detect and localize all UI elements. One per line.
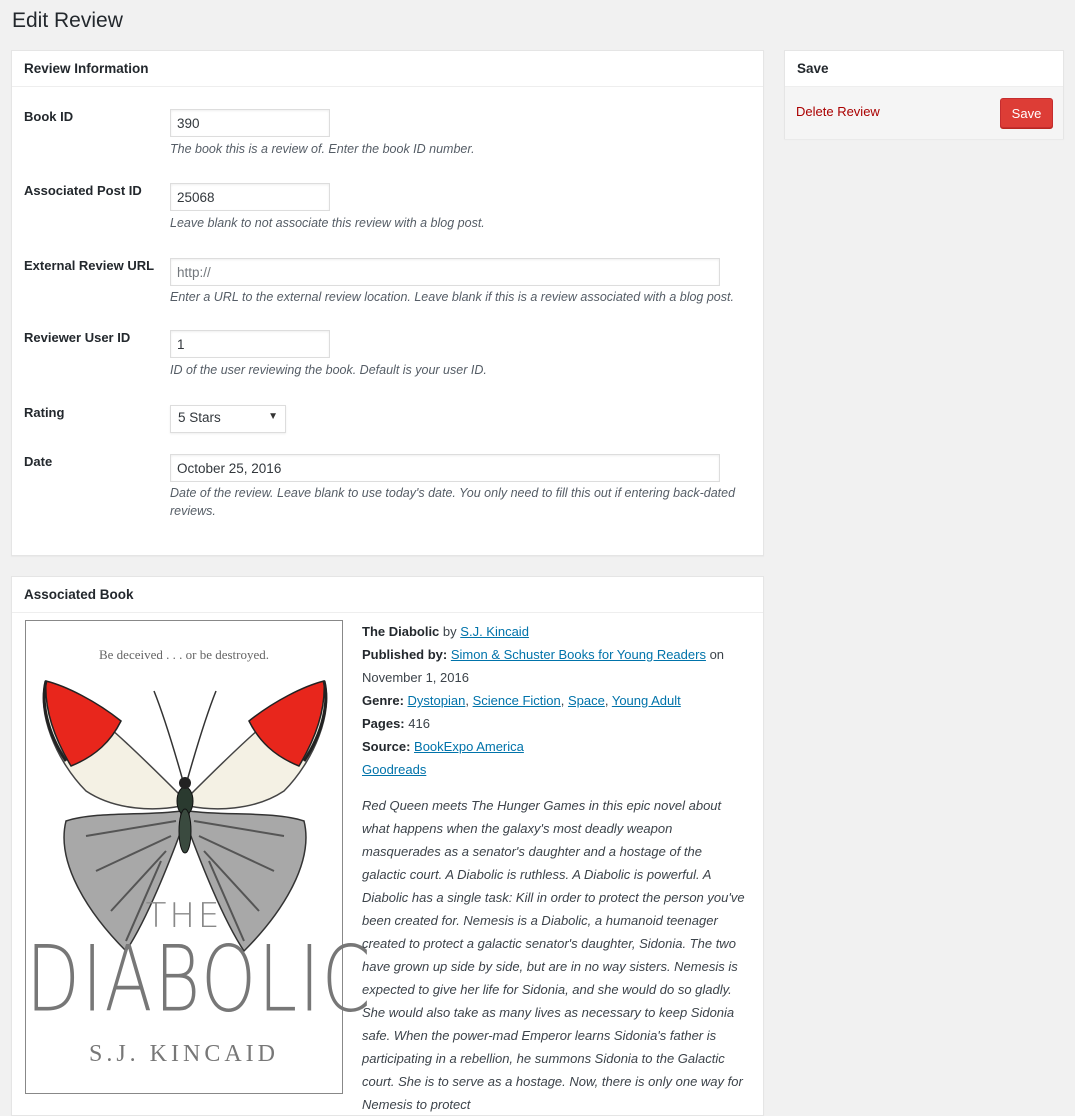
post-id-input[interactable] (170, 183, 330, 211)
delete-review-link[interactable]: Delete Review (796, 104, 880, 119)
date-description: Date of the review. Leave blank to use today's date. You only need to fill this out if entering back-dated reviews. (170, 486, 736, 518)
external-url-input[interactable] (170, 258, 720, 286)
source-link[interactable]: BookExpo America (414, 739, 524, 754)
page-title: Edit Review (12, 9, 123, 32)
book-id-label: Book ID (24, 109, 74, 124)
genre-link-science-fiction[interactable]: Science Fiction (472, 693, 561, 708)
book-title-line (362, 620, 747, 643)
save-actions (785, 87, 1063, 139)
rating-label: Rating (24, 405, 65, 420)
source-line (362, 735, 747, 758)
book-id-input[interactable] (170, 109, 330, 137)
published-date: November 1, 2016 (362, 670, 469, 685)
associated-book-panel (11, 576, 764, 1116)
genre-label: Genre: (362, 693, 404, 708)
author-link[interactable]: S.J. Kincaid (460, 624, 529, 639)
dropdown-arrow-icon: ▼ (268, 411, 278, 422)
cover-title-main: DIABOLIC (26, 926, 373, 1033)
book-by: by (442, 624, 457, 639)
save-heading: Save (785, 51, 1063, 87)
genre-line: Genre: Dystopian, Science Fiction, Space, Young Adult (362, 693, 681, 708)
goodreads-link[interactable]: Goodreads (362, 762, 427, 777)
associated-book-heading: Associated Book (12, 577, 763, 613)
publisher-link[interactable]: Simon & Schuster Books for Young Readers (450, 647, 706, 662)
date-label: Date (24, 454, 53, 469)
cover-tagline: Be deceived . . . or be destroyed. (98, 647, 270, 662)
cover-title-the: THE (145, 896, 223, 936)
published-label: Published by: (362, 647, 448, 662)
reviewer-id-label: Reviewer User ID (24, 330, 131, 345)
published-on: on (709, 647, 725, 662)
save-button[interactable]: Save (1000, 98, 1053, 128)
pages-value: 416 (408, 716, 430, 731)
review-information-panel (11, 50, 764, 556)
book-details (362, 620, 747, 781)
reviewer-id-input[interactable] (170, 330, 330, 358)
genre-link-space[interactable]: Space (567, 693, 605, 708)
external-url-description: Enter a URL to the external review location. Leave blank if this is a review associated with a blog post. (170, 290, 734, 304)
book-cover-image (25, 620, 373, 1094)
post-id-label: Associated Post ID (24, 183, 142, 198)
rating-select[interactable] (170, 405, 286, 433)
publisher-line (362, 643, 747, 689)
external-url-label: External Review URL (24, 258, 155, 273)
book-title: The Diabolic (362, 624, 440, 639)
genre-link-young-adult[interactable]: Young Adult (611, 693, 681, 708)
pages-line (362, 712, 747, 735)
rating-selected-value: 5 Stars (178, 410, 221, 425)
post-id-description: Leave blank to not associate this review with a blog post. (170, 216, 485, 230)
pages-label: Pages: (362, 716, 405, 731)
book-id-description: The book this is a review of. Enter the book ID number. (170, 142, 475, 156)
save-panel (784, 50, 1064, 139)
cover-author: S.J. KINCAID (88, 1041, 279, 1067)
date-input[interactable] (170, 454, 720, 482)
source-label: Source: (362, 739, 411, 754)
review-information-heading: Review Information (12, 51, 763, 87)
reviewer-id-description: ID of the user reviewing the book. Default is your user ID. (170, 363, 487, 377)
genre-link-dystopian[interactable]: Dystopian (407, 693, 466, 708)
book-synopsis: Red Queen meets The Hunger Games in this epic novel about what happens when the galaxy's most deadly weapon masquerades as a senator's daughter and a hostage of the galactic court. A Diabolic is ruthless. A Diabolic is powerful. A Diabolic has a single task: Kill in order to protect the person you've been created for. Nemesis is a Diabolic, a humanoid teenager created to protect a galactic senator's daughter, Sidonia. The two have grown up side by side, but are in no way sisters. Nemesis is expected to give her life for Sidonia, and she would do so gladly. She would also take as many lives as necessary to keep Sidonia safe. When the power-mad Emperor learns Sidonia's father is participating in a rebellion, he summons Sidonia to the Galactic court. She is to serve as a hostage. Now, there is only one way for Nemesis to protect (362, 798, 745, 1112)
goodreads-line (362, 758, 747, 781)
